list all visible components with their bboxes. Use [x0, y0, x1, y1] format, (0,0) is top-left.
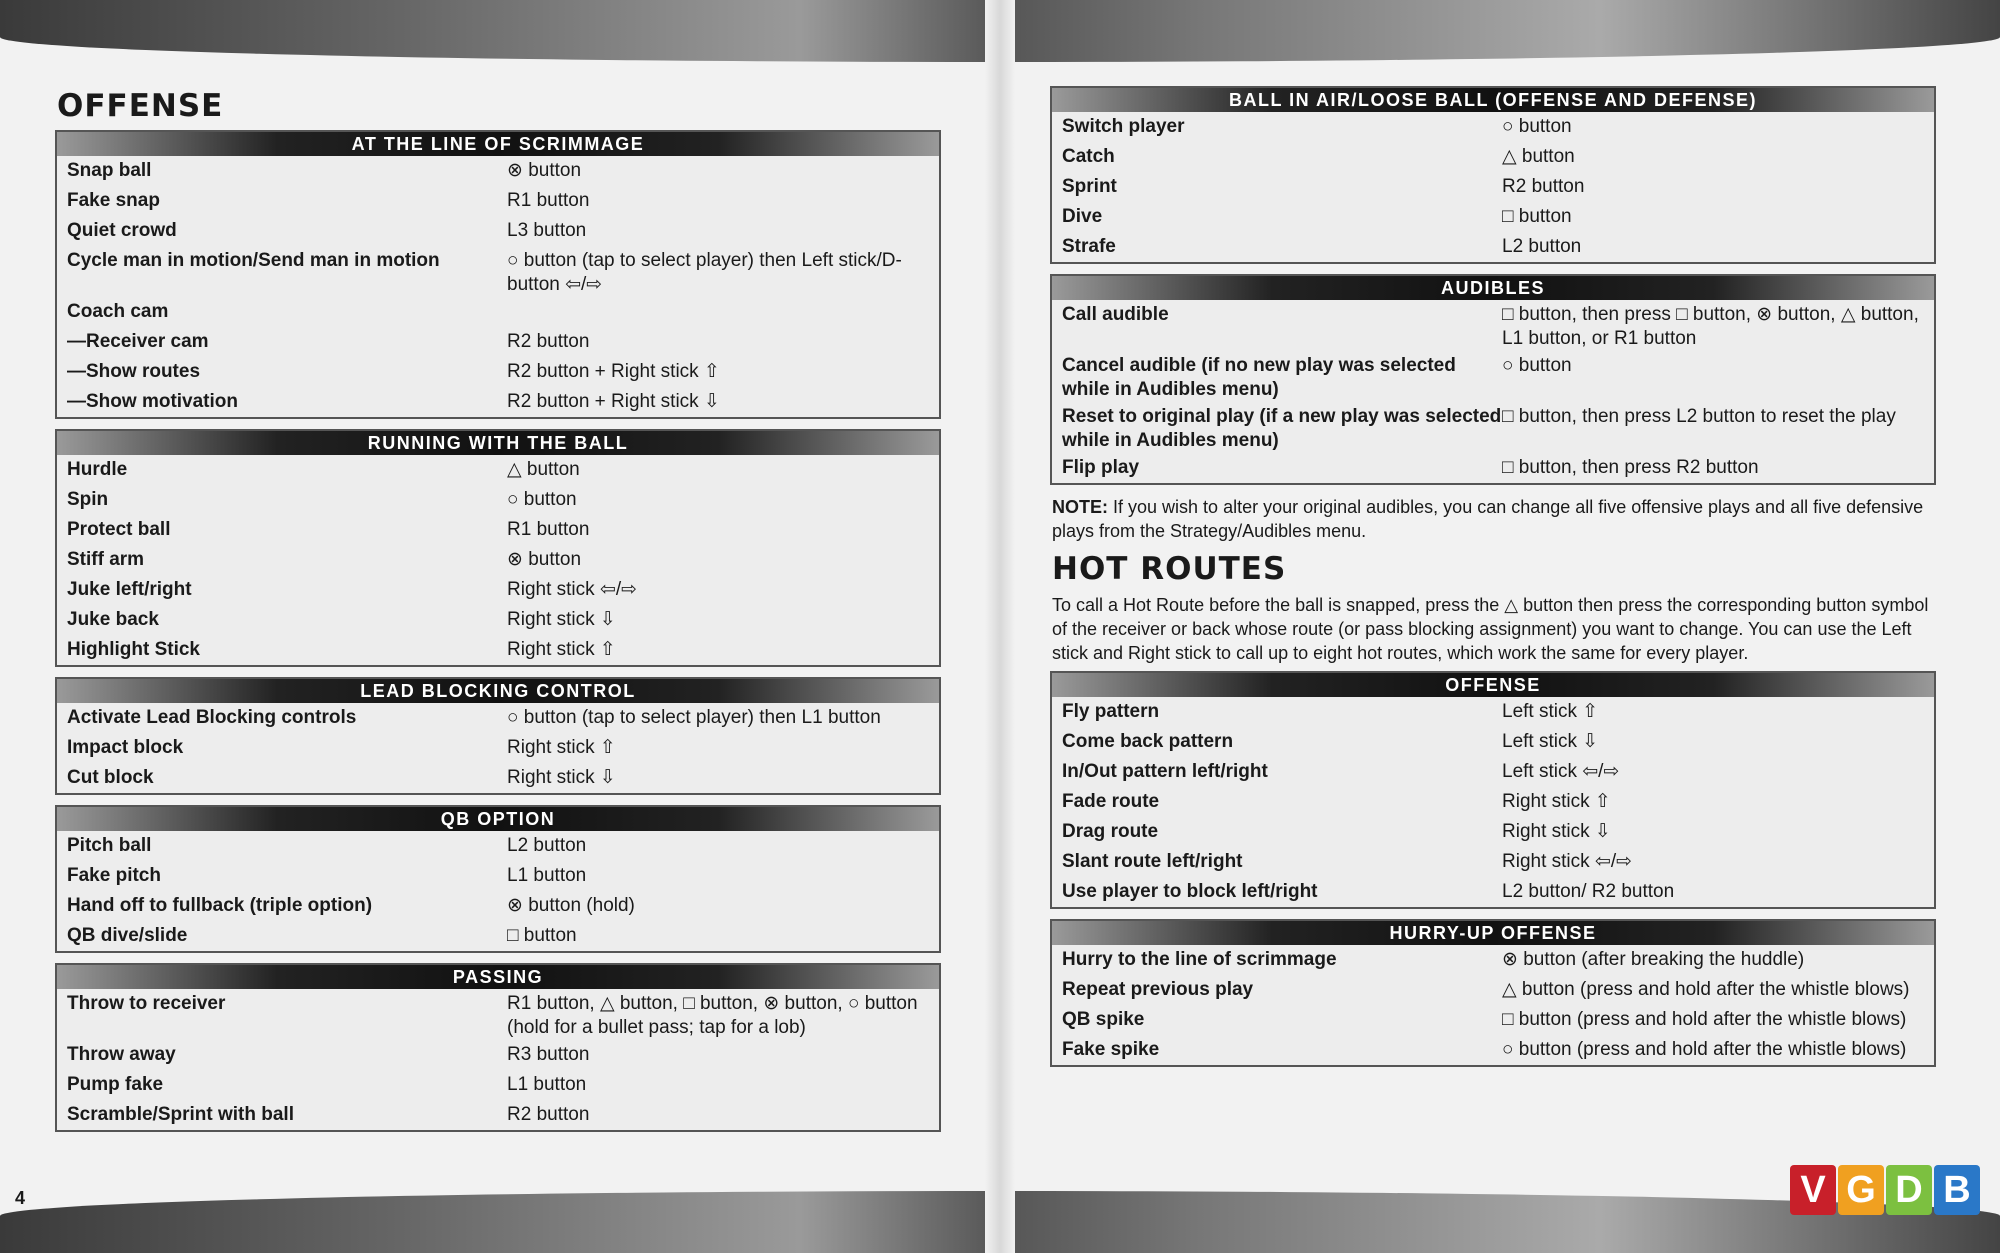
action-label: Pitch ball [67, 835, 152, 856]
action-label: Juke left/right [67, 579, 192, 600]
action-label: Use player to block left/right [1062, 881, 1318, 902]
control-label: R2 button + Right stick ⇧ [507, 361, 720, 382]
action-label: Slant route left/right [1062, 851, 1243, 872]
audibles-note [1052, 495, 1936, 543]
action-label: Cycle man in motion/Send man in motion [67, 250, 440, 271]
control-row [57, 515, 939, 545]
action-label: Cancel audible (if no new play was selected while in Audibles menu) [1062, 355, 1456, 400]
control-row [57, 733, 939, 763]
lead-blocking-control-box [55, 677, 941, 795]
action-label: Throw to receiver [67, 993, 226, 1014]
control-label: △ button (press and hold after the whistle blows) [1502, 979, 1910, 1000]
offense-box [1050, 671, 1936, 909]
control-label: □ button (press and hold after the whistle blows) [1502, 1009, 1907, 1030]
control-row [57, 703, 939, 733]
control-label: Left stick ⇩ [1502, 731, 1599, 752]
control-row [1052, 300, 1934, 351]
control-label: Right stick ⇩ [507, 609, 616, 630]
control-label: ○ button (press and hold after the whistle blows) [1502, 1039, 1907, 1060]
control-label: □ button, then press R2 button [1502, 457, 1759, 478]
hot-routes-text: To call a Hot Route before the ball is snapped, press the △ button then press the corresponding button symbol of the receiver or back whose route (or pass blocking assignment) you want to change. You can use the Left stick and Right stick to call up to eight hot routes, which work the same for every player. [1052, 595, 1929, 663]
control-label: R1 button, △ button, □ button, ⊗ button, ○ button (hold for a bullet pass; tap for a lob) [507, 993, 918, 1038]
control-label: L3 button [507, 220, 587, 241]
action-label: Catch [1062, 146, 1115, 167]
section-header: OFFENSE [1052, 673, 1934, 697]
action-label: Dive [1062, 206, 1103, 227]
control-label: R2 button [1502, 176, 1585, 197]
control-row [57, 989, 939, 1040]
logo-letter-b: B [1934, 1165, 1980, 1215]
audibles-box [1050, 274, 1936, 485]
left-page [55, 80, 941, 1142]
action-label: Drag route [1062, 821, 1159, 842]
qb-option-box [55, 805, 941, 953]
action-label: Stiff arm [67, 549, 145, 570]
action-label: —Show motivation [67, 391, 238, 412]
vgdb-logo [1790, 1165, 1982, 1215]
control-row [57, 635, 939, 665]
action-label: Activate Lead Blocking controls [67, 707, 357, 728]
action-label: QB dive/slide [67, 925, 188, 946]
action-label: —Receiver cam [67, 331, 209, 352]
control-label: L1 button [507, 865, 587, 886]
control-row [57, 387, 939, 417]
note-text: If you wish to alter your original audibles, you can change all five offensive plays and all five defensive plays from the Strategy/Audibles menu. [1052, 497, 1924, 541]
control-label: □ button [507, 925, 577, 946]
hot-routes-title: HOT ROUTES [1052, 551, 1287, 587]
action-label: Coach cam [67, 301, 169, 322]
action-label: Juke back [67, 609, 159, 630]
control-row [1052, 112, 1934, 142]
section-header: RUNNING WITH THE BALL [57, 431, 939, 455]
action-label: Fade route [1062, 791, 1160, 812]
control-row [57, 891, 939, 921]
control-label: R3 button [507, 1044, 590, 1065]
control-label: ○ button [1502, 355, 1572, 376]
control-row [1052, 351, 1934, 402]
control-label: ○ button [1502, 116, 1572, 137]
action-label: Come back pattern [1062, 731, 1234, 752]
ball-in-air-loose-ball-offense-and-defense-box [1050, 86, 1936, 264]
logo-letter-g: G [1838, 1165, 1884, 1215]
control-label: ⊗ button (hold) [507, 895, 635, 916]
control-row [1052, 697, 1934, 727]
control-row [57, 861, 939, 891]
note-label: NOTE: [1052, 497, 1108, 517]
control-label: L2 button/ R2 button [1502, 881, 1675, 902]
right-sections-top [1050, 86, 1936, 485]
control-row [57, 186, 939, 216]
control-label: R2 button [507, 331, 590, 352]
action-label: Call audible [1062, 304, 1169, 325]
control-row [57, 156, 939, 186]
control-row [1052, 975, 1934, 1005]
section-header: QB OPTION [57, 807, 939, 831]
control-row [57, 297, 939, 327]
control-label: ○ button (tap to select player) then L1 button [507, 707, 881, 728]
action-label: Fake pitch [67, 865, 161, 886]
control-row [57, 1040, 939, 1070]
action-label: Flip play [1062, 457, 1140, 478]
control-row [1052, 142, 1934, 172]
control-label: Right stick ⇦/⇨ [1502, 851, 1633, 872]
control-row [57, 357, 939, 387]
section-header: HURRY-UP OFFENSE [1052, 921, 1934, 945]
control-row [57, 605, 939, 635]
control-row [57, 485, 939, 515]
control-label: □ button, then press □ button, ⊗ button, △ button, L1 button, or R1 button [1502, 304, 1919, 349]
control-label: ⊗ button [507, 549, 582, 570]
control-row [1052, 847, 1934, 877]
action-label: Hurdle [67, 459, 128, 480]
control-row [57, 327, 939, 357]
action-label: Sprint [1062, 176, 1117, 197]
control-row [1052, 757, 1934, 787]
action-label: Strafe [1062, 236, 1116, 257]
control-row [57, 921, 939, 951]
action-label: Repeat previous play [1062, 979, 1254, 1000]
section-header: AT THE LINE OF SCRIMMAGE [57, 132, 939, 156]
control-row [57, 575, 939, 605]
control-row [1052, 945, 1934, 975]
passing-box [55, 963, 941, 1132]
control-label: ○ button [507, 489, 577, 510]
action-label: In/Out pattern left/right [1062, 761, 1268, 782]
control-row [1052, 172, 1934, 202]
control-row [1052, 202, 1934, 232]
action-label: —Show routes [67, 361, 201, 382]
control-label: R2 button + Right stick ⇩ [507, 391, 720, 412]
action-label: Hand off to fullback (triple option) [67, 895, 373, 916]
right-page [1050, 86, 1936, 1077]
control-label: □ button, then press L2 button to reset the play [1502, 406, 1896, 427]
action-label: Quiet crowd [67, 220, 177, 241]
control-label: L2 button [507, 835, 587, 856]
control-row [57, 246, 939, 297]
offense-title: OFFENSE [57, 88, 224, 124]
action-label: QB spike [1062, 1009, 1145, 1030]
control-label: Right stick ⇦/⇨ [507, 579, 638, 600]
control-label: △ button [1502, 146, 1575, 167]
action-label: Switch player [1062, 116, 1185, 137]
control-row [57, 216, 939, 246]
control-row [1052, 232, 1934, 262]
control-label: L2 button [1502, 236, 1582, 257]
control-label: Left stick ⇧ [1502, 701, 1599, 722]
section-header: LEAD BLOCKING CONTROL [57, 679, 939, 703]
book-spine [985, 0, 1015, 1253]
control-label: △ button [507, 459, 580, 480]
action-label: Hurry to the line of scrimmage [1062, 949, 1337, 970]
action-label: Highlight Stick [67, 639, 200, 660]
action-label: Snap ball [67, 160, 152, 181]
action-label: Fly pattern [1062, 701, 1160, 722]
left-sections [55, 130, 941, 1132]
control-row [57, 455, 939, 485]
control-label: Right stick ⇩ [1502, 821, 1611, 842]
at-the-line-of-scrimmage-box [55, 130, 941, 419]
running-with-the-ball-box [55, 429, 941, 667]
control-row [1052, 453, 1934, 483]
right-sections-bottom [1050, 671, 1936, 1067]
action-label: Cut block [67, 767, 154, 788]
control-label: R2 button [507, 1104, 590, 1125]
control-label: ○ button (tap to select player) then Left stick/D-button ⇦/⇨ [507, 250, 902, 295]
control-label: □ button [1502, 206, 1572, 227]
control-label: L1 button [507, 1074, 587, 1095]
control-label [507, 297, 929, 300]
page-number: 4 [15, 1188, 26, 1208]
logo-letter-v: V [1790, 1165, 1836, 1215]
control-label: R1 button [507, 519, 590, 540]
control-row [1052, 402, 1934, 453]
logo-letter-d: D [1886, 1165, 1932, 1215]
section-header: BALL IN AIR/LOOSE BALL (OFFENSE AND DEFENSE) [1052, 88, 1934, 112]
control-row [1052, 727, 1934, 757]
action-label: Scramble/Sprint with ball [67, 1104, 294, 1125]
control-label: Right stick ⇧ [507, 639, 616, 660]
hurry-up-offense-box [1050, 919, 1936, 1067]
control-row [1052, 1005, 1934, 1035]
control-row [1052, 787, 1934, 817]
control-label: ⊗ button [507, 160, 582, 181]
action-label: Protect ball [67, 519, 171, 540]
control-row [1052, 817, 1934, 847]
action-label: Pump fake [67, 1074, 164, 1095]
control-label: Right stick ⇩ [507, 767, 616, 788]
control-row [57, 831, 939, 861]
action-label: Impact block [67, 737, 184, 758]
control-row [57, 545, 939, 575]
control-row [57, 1070, 939, 1100]
control-label: Left stick ⇦/⇨ [1502, 761, 1620, 782]
action-label: Fake spike [1062, 1039, 1160, 1060]
control-label: Right stick ⇧ [1502, 791, 1611, 812]
control-row [1052, 1035, 1934, 1065]
section-header: AUDIBLES [1052, 276, 1934, 300]
action-label: Reset to original play (if a new play was selected while in Audibles menu) [1062, 406, 1502, 451]
action-label: Throw away [67, 1044, 176, 1065]
action-label: Fake snap [67, 190, 160, 211]
control-row [57, 1100, 939, 1130]
action-label: Spin [67, 489, 109, 510]
control-label: R1 button [507, 190, 590, 211]
control-label: ⊗ button (after breaking the huddle) [1502, 949, 1805, 970]
control-row [57, 763, 939, 793]
control-row [1052, 877, 1934, 907]
control-label: Right stick ⇧ [507, 737, 616, 758]
section-header: PASSING [57, 965, 939, 989]
